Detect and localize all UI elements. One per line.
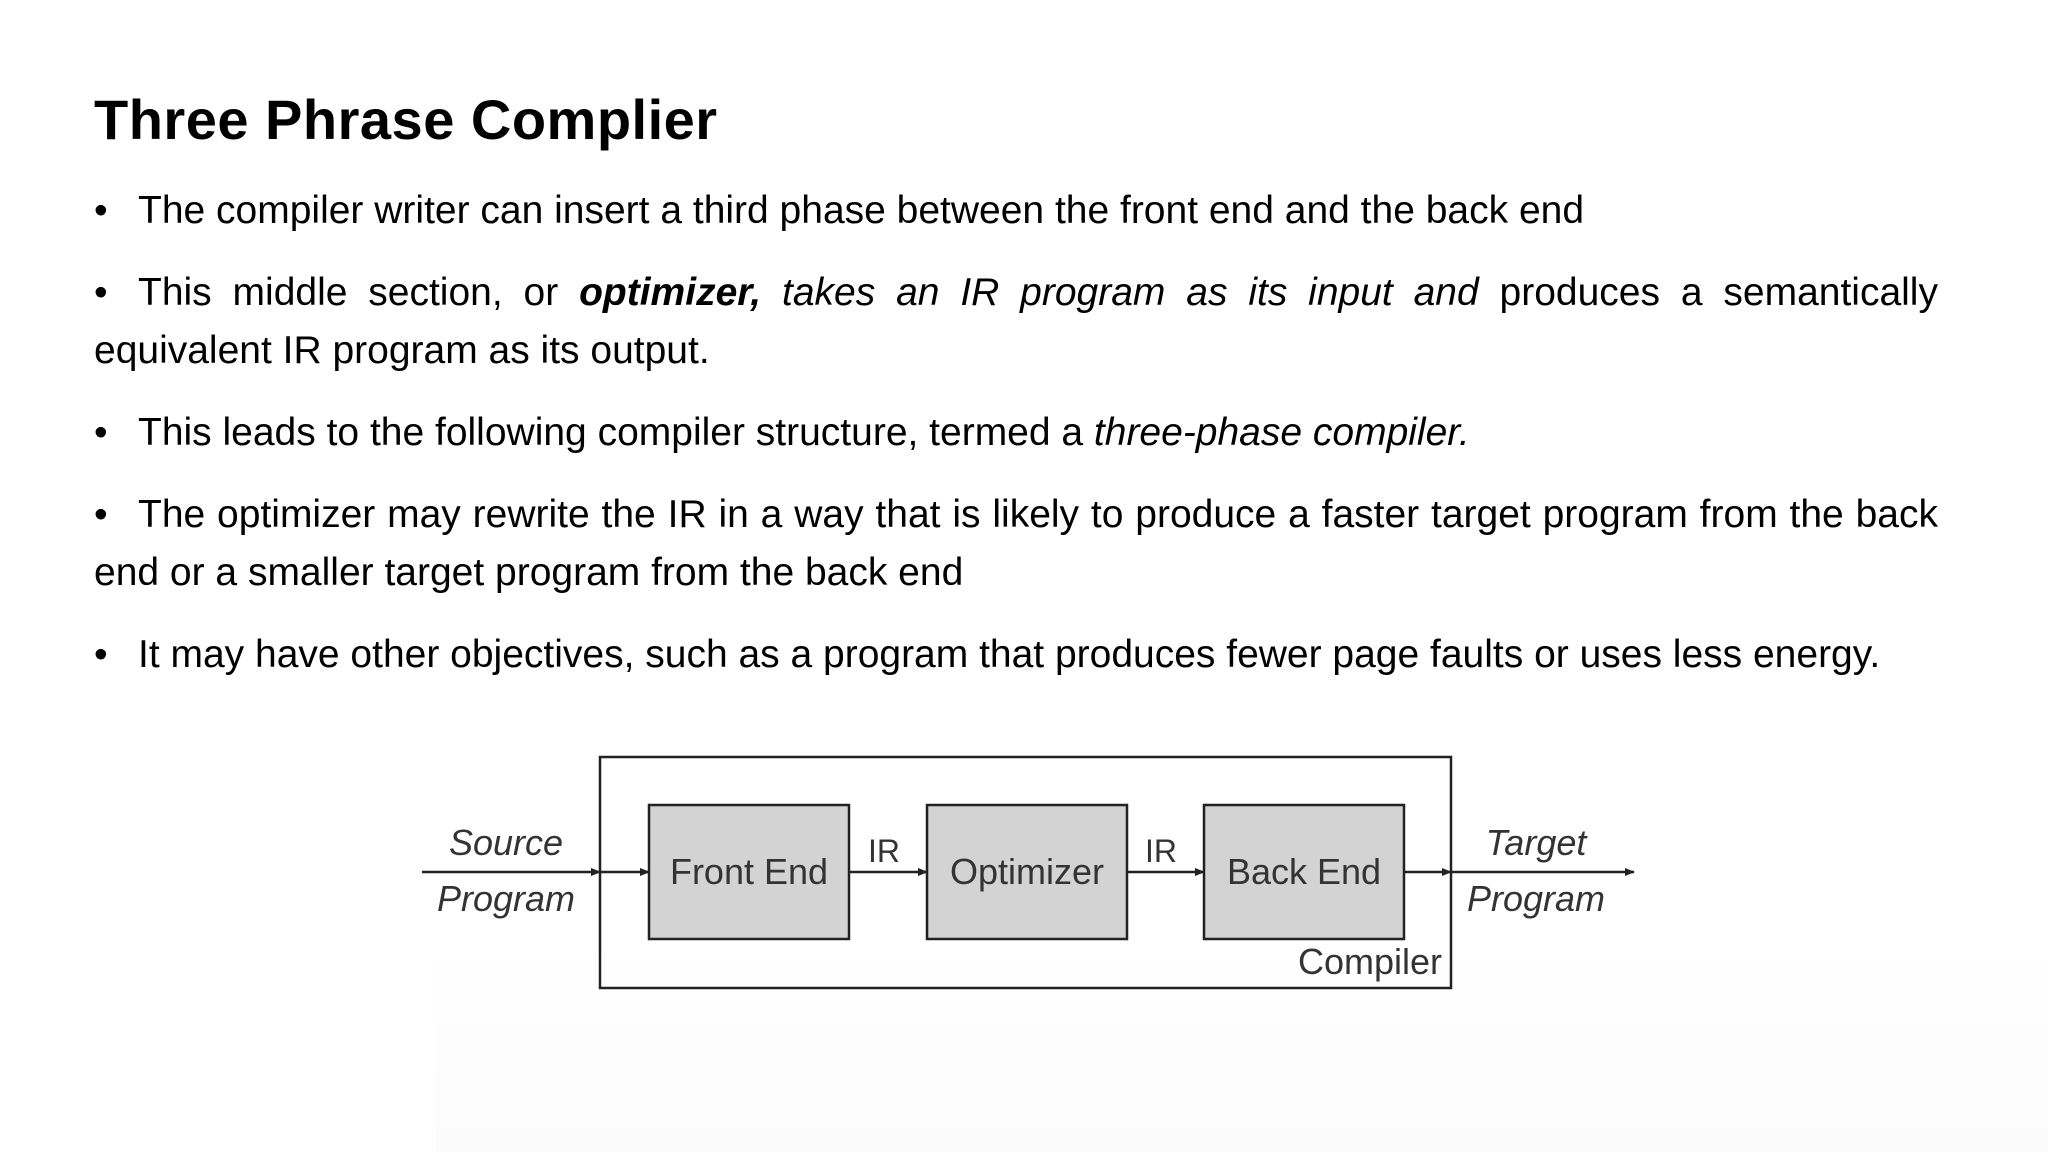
source-label: Source	[448, 822, 564, 863]
bullet-dot: •	[94, 411, 108, 454]
bullet-text: It may have other objectives, such as a program that produces fewer page faults or uses less energy.	[138, 633, 1881, 676]
source-program-label: Program	[436, 878, 576, 919]
ir-label-1: IR	[868, 833, 900, 869]
bullet-text: The compiler writer can insert a third phase between the front end and the back end	[138, 189, 1585, 232]
bullet-italic: three-phase compiler.	[1093, 411, 1470, 454]
bullet-dot: •	[94, 189, 108, 232]
front-end-label: Front End	[669, 851, 829, 892]
bullet-text: This leads to the following compiler structure, termed a	[138, 411, 1094, 454]
bullet-dot: •	[94, 633, 108, 676]
optimizer-label: Optimizer	[949, 851, 1105, 892]
bullet-text: produces a semantically equivalent IR program as its output.	[94, 271, 1938, 372]
compiler-label: Compiler	[1297, 941, 1442, 982]
bullet-dot: •	[94, 493, 108, 536]
bullet-emphasis: optimizer,	[579, 271, 762, 314]
bullet-text: This middle section, or	[138, 271, 580, 314]
ir-label-2: IR	[1145, 833, 1177, 869]
bullet-text: The optimizer may rewrite the IR in a way that is likely to produce a faster target program from the back end or a smaller target program from the back end	[94, 493, 1938, 594]
target-program-label: Program	[1466, 878, 1606, 919]
slide-title: Three Phrase Complier	[94, 88, 718, 151]
target-label: Target	[1485, 822, 1587, 863]
bullet-dot: •	[94, 271, 108, 314]
back-end-label: Back End	[1226, 851, 1382, 892]
bullet-italic: takes an IR program as its input and	[761, 271, 1479, 314]
